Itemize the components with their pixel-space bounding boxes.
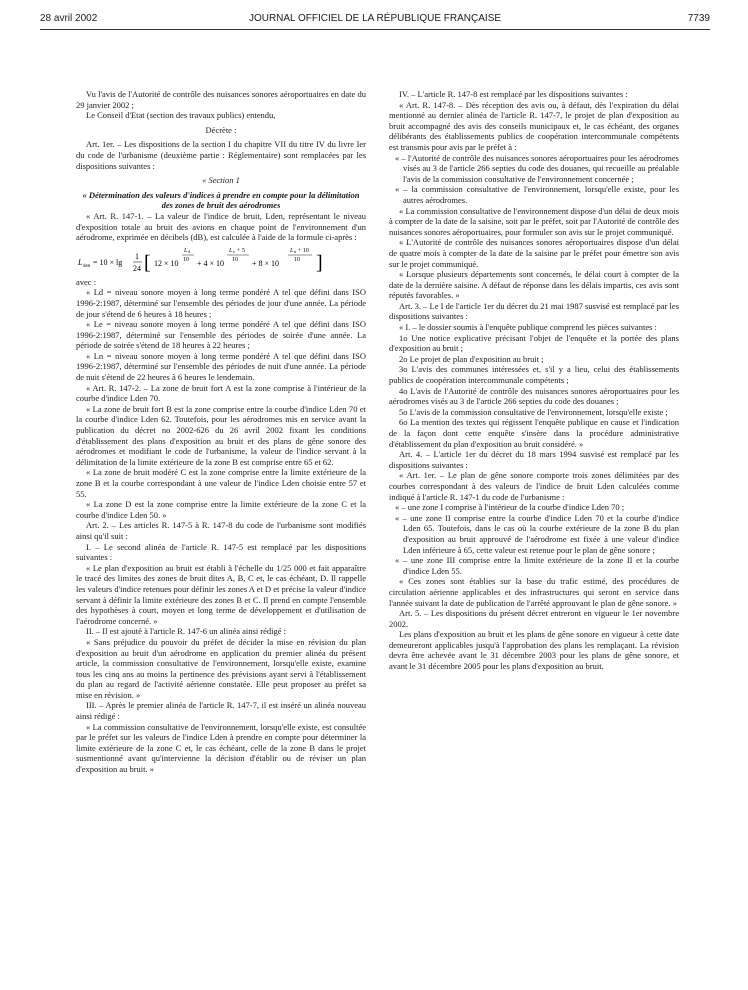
article-1: Art. 1er. – Les dispositions de la section I du chapitre VII du titre IV du livre Ier du code de l'urbanisme (deuxième partie : Réglementaire) sont remplacées par les dispositions suivantes : xyxy=(76,139,366,171)
definition-ln: « Ln = niveau sonore moyen à long terme pondéré A tel que défini dans ISO 1996-2:1987, déterminé sur l'ensemble des périodes de nuit d'une année. La période de nuit s'étend de 22 heures à 6 heures le lendemain. xyxy=(76,350,366,383)
list-item: 4o L'avis de l'Autorité de contrôle des nuisances sonores aéroportuaires pour les aérodromes visés au 3 de l'article 266 septies du code des douanes ; xyxy=(389,385,679,407)
paragraph: I. – Le second alinéa de l'article R. 147-5 est remplacé par les dispositions suivantes : xyxy=(76,541,366,563)
list-item: « – une zone III comprise entre la limite extérieure de la zone II et la courbe d'indice Lden 55. xyxy=(395,555,679,576)
paragraph: « La commission consultative de l'environnement dispose d'un délai de deux mois à compter de la date de la saisine, soit par le préfet, soit par l'Autorité de contrôle des nuisances sonores aéroportuaires, pour formuler son avis sur le projet communiqué. xyxy=(389,205,679,237)
paragraph: « L'Autorité de contrôle des nuisances sonores aéroportuaires dispose d'un délai de quatre mois à compter de la date de la saisine par le préfet pour émettre son avis sur le projet communiqué. xyxy=(389,237,679,269)
list-item: « – l'Autorité de contrôle des nuisances sonores aéroportuaires pour les aérodromes visés au 3 de l'article 266 septies du code des douanes, qui recueille au préalable l'avis de la commission consultative de l'environnement concernée ; xyxy=(395,152,679,184)
list-item: 3o L'avis des communes intéressées et, s'il y a lieu, celui des établissements publics de coopération intercommunale compétents ; xyxy=(389,364,679,386)
svg-text:+ 10: + 10 xyxy=(298,247,309,254)
svg-text:+ 4 × 10: + 4 × 10 xyxy=(197,258,225,268)
list-item: 1o Une notice explicative précisant l'objet de l'enquête et la portée des plans d'exposition au bruit ; xyxy=(389,332,679,354)
section-title: « Section 1 xyxy=(202,175,240,186)
paragraph: avec : xyxy=(76,276,97,287)
svg-text:24: 24 xyxy=(133,263,141,273)
paragraph: « La commission consultative de l'environnement, lorsqu'elle existe, est consultée par le préfet sur les valeurs de l'indice Lden à prendre en compte pour déterminer la limite extérieure de la zone C et, le cas échéant, celle de la zone B dans le projet susmentionné avant qu'intervienne la décision d'établir ou de réviser un plan d'exposition au bruit. » xyxy=(76,721,366,775)
list-item: « – une zone I comprise à l'intérieur de la courbe d'indice Lden 70 ; xyxy=(395,502,625,513)
svg-text:= 10 × lg: = 10 × lg xyxy=(93,257,123,267)
paragraph: IV. – L'article R. 147-8 est remplacé par les dispositions suivantes : xyxy=(399,89,628,99)
paragraph: « Lorsque plusieurs départements sont concernés, le délai court à compter de la date de la dernière saisine. A défaut de réponse dans les délais impartis, ces avis sont réputés favorables. » xyxy=(389,269,679,301)
paragraph: « La zone D est la zone comprise entre la limite extérieure de la zone C et la courbe d'indice Lden 50. » xyxy=(76,499,366,520)
header-page-number: 7739 xyxy=(687,13,710,24)
svg-text:12 × 10: 12 × 10 xyxy=(154,258,179,268)
left-column xyxy=(76,89,366,775)
paragraph: « Art. 1er. – Le plan de gêne sonore comporte trois zones délimitées par des courbes correspondant à des valeurs de l'indice de bruit Lden calculées comme indiqué à l'article R. 147-1 du code de l'urbanisme : xyxy=(389,470,679,502)
article-3: Art. 3. – Le I de l'article 1er du décret du 21 mai 1987 susvisé est remplacé par les dispositions suivantes : xyxy=(389,300,679,322)
svg-text:e: e xyxy=(233,248,235,254)
svg-text:]: ] xyxy=(316,251,323,274)
header-journal-title: JOURNAL OFFICIEL DE LA RÉPUBLIQUE FRANÇAISE xyxy=(248,13,502,24)
list-item: « – la commission consultative de l'environnement, lorsqu'elle existe, pour les autres aérodromes. xyxy=(395,184,679,205)
list-item: « – une zone II comprise entre la courbe d'indice Lden 70 et la courbe d'indice Lden 65. Toutefois, dans le cas où la courbe extérieure de la zone B du plan d'exposition au bruit approuvé de l'aérodrome est fixée à une valeur d'indice Lden inférieure à 65, cette valeur est retenue pour le plan de gêne sonore ; xyxy=(395,512,679,555)
paragraph: « Art. R. 147-1. – La valeur de l'indice de bruit, Lden, représentant le niveau d'exposition totale au bruit des avions en chaque point de l'environnement d'un aérodrome, exprimée en décibels (dB), est calculée à l'aide de la formule ci-après : xyxy=(76,210,366,243)
definition-le: « Le = niveau sonore moyen à long terme pondéré A tel que défini dans ISO 1996-2:1987, déterminé sur l'ensemble des périodes de soirée d'une année. La période de soirée s'étend de 18 heures à 22 heures ; xyxy=(76,319,366,351)
paragraph: III. – Après le premier alinéa de l'article R. 147-7, il est inséré un alinéa nouveau ainsi rédigé : xyxy=(76,700,366,722)
right-column xyxy=(389,89,679,672)
paragraph: « Art. R. 147-8. – Dès réception des avis ou, à défaut, dès l'expiration du délai mentionné au dernier alinéa de l'article R. 147-7, le projet de plan d'exposition au bruit accompagné des avis des conseils municipaux et, le cas échéant, des organes délibérants des établissements publics de coopération intercommunale compétents est transmis pour avis par le préfet à : xyxy=(389,99,679,152)
article-2: Art. 2. – Les articles R. 147-5 à R. 147-8 du code de l'urbanisme sont modifiés ainsi qu'il suit : xyxy=(76,520,366,541)
svg-text:10: 10 xyxy=(232,256,238,263)
decree-heading: Décrète : xyxy=(205,124,237,135)
paragraph: « Le plan d'exposition au bruit est établi à l'échelle du 1/25 000 et fait apparaître le tracé des limites des zones de bruit dites A, B, C et, le cas échéant, D. Il rappelle les valeurs d'indice retenues pour définir les zones A et D et précise la valeur d'indice servant à définir la limite extérieure des zones B et C. Il prend en compte l'ensemble des hypothèses à court, moyen et long terme de développement et d'utilisation de l'aérodrome concerné. » xyxy=(76,562,366,626)
section-subtitle: « Détermination des valeurs d'indices à prendre en compte pour la délimitation des zones de bruit des aérodromes xyxy=(82,189,360,211)
svg-text:d: d xyxy=(188,248,190,254)
header-rule xyxy=(40,29,710,30)
svg-text:L: L xyxy=(229,247,233,254)
article-4: Art. 4. – L'article 1er du décret du 18 mars 1994 susvisé est remplacé par les dispositions suivantes : xyxy=(389,449,679,470)
svg-text:L: L xyxy=(78,257,83,267)
article-5: Art. 5. – Les dispositions du présent décret entreront en vigueur le 1er novembre 2002. xyxy=(389,608,679,629)
paragraph: « La zone de bruit modéré C est la zone comprise entre la limite extérieure de la zone B et la courbe correspondant à une valeur de l'indice Lden choisie entre 57 et 55. xyxy=(76,467,366,499)
paragraph: II. – Il est ajouté à l'article R. 147-6 un alinéa ainsi rédigé : xyxy=(86,626,287,637)
list-item: 2o Le projet de plan d'exposition au bruit ; xyxy=(399,353,544,364)
paragraph: Les plans d'exposition au bruit et les plans de gêne sonore en vigueur à cette date demeureront applicables jusqu'à l'approbation des plans les remplaçant. La révision devra être achevée avant le 31 décembre 2003 pour les plans de gêne sonore, et avant le 31 décembre 2005 pour les plans d'exposition au bruit. xyxy=(389,629,679,672)
svg-text:10: 10 xyxy=(294,256,300,263)
definition-ld: « Ld = niveau sonore moyen à long terme pondéré A tel que défini dans ISO 1996-2:1987, déterminé sur l'ensemble des périodes de jour d'une année. La période de jour s'étend de 6 heures à 18 heures ; xyxy=(76,287,366,319)
list-item: 5o L'avis de la commission consultative de l'environnement, lorsqu'elle existe ; xyxy=(399,406,668,417)
header-date: 28 avril 2002 xyxy=(40,13,98,24)
svg-text:+ 8 × 10: + 8 × 10 xyxy=(252,258,280,268)
paragraph: « Ces zones sont établies sur la base du trafic estimé, des procédures de circulation aérienne applicables et des infrastructures qui seront en service dans l'année suivant la date de publication de l'arrêté approuvant le plan de gêne sonore. » xyxy=(389,576,679,608)
svg-text:+ 5: + 5 xyxy=(237,247,245,254)
lden-formula xyxy=(76,245,366,275)
svg-text:10: 10 xyxy=(183,256,189,263)
page-header xyxy=(40,13,710,27)
svg-text:L: L xyxy=(184,247,188,254)
svg-text:L: L xyxy=(290,247,294,254)
svg-text:den: den xyxy=(83,263,91,269)
paragraph: « La zone de bruit fort B est la zone comprise entre la courbe d'indice Lden 70 et la courbe d'indice Lden 62. Toutefois, pour les aérodromes mis en service avant la publication du décret no 2002-626 du 26 avril 2002 fixant les conditions d'établissement des plans d'exposition au bruit et des plans de gêne sonore des aérodromes et modifiant le code de l'urbanisme, la valeur de l'indice servant à la délimitation de la limite extérieure de la zone B est comprise entre 65 et 62. xyxy=(76,403,366,467)
paragraph: Le Conseil d'Etat (section des travaux publics) entendu, xyxy=(86,110,276,121)
svg-text:[: [ xyxy=(144,251,151,274)
list-item: 6o La mention des textes qui régissent l'enquête publique en cause et l'indication de la façon dont cette enquête s'insère dans la procédure administrative d'établissement du plan d'exposition au bruit considéré. » xyxy=(389,417,679,449)
paragraph: « Sans préjudice du pouvoir du préfet de décider la mise en révision du plan d'exposition au bruit d'un aérodrome en application du premier alinéa du présent article, la commission consultative de l'environnement, lorsqu'elle existe, examine tous les cinq ans au moins la pertinence des prévisions ayant servi à l'établissement du plan au regard de l'activité aérienne constatée. Elle peut proposer au préfet sa mise en révision. » xyxy=(76,636,366,700)
paragraph: « Art. R. 147-2. – La zone de bruit fort A est la zone comprise à l'intérieur de la courbe d'indice Lden 70. xyxy=(76,382,366,404)
svg-text:1: 1 xyxy=(135,251,139,261)
paragraph: « I. – le dossier soumis à l'enquête publique comprend les pièces suivantes : xyxy=(399,322,657,333)
svg-text:n: n xyxy=(294,248,296,254)
paragraph: Vu l'avis de l'Autorité de contrôle des nuisances sonores aéroportuaires en date du 29 janvier 2002 ; xyxy=(76,89,366,110)
